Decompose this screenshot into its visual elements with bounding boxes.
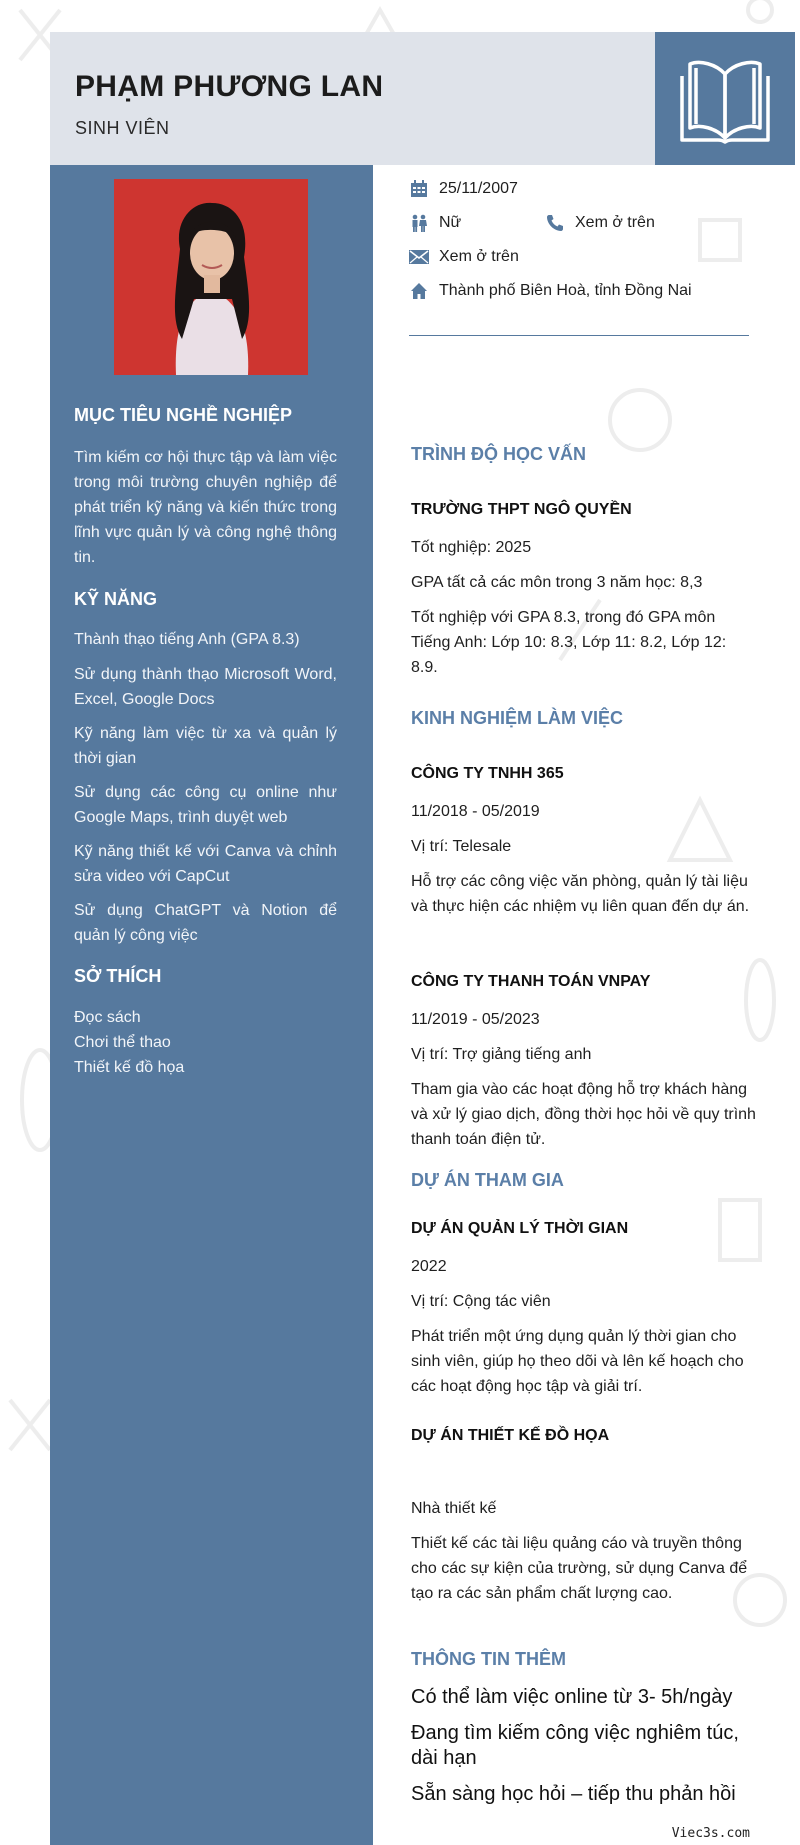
address-value: Thành phố Biên Hoà, tỉnh Đồng Nai	[439, 282, 692, 299]
gender-row	[409, 213, 461, 233]
gender-icon	[409, 213, 429, 233]
phone-value: Xem ở trên	[575, 214, 655, 231]
logo-box	[655, 32, 795, 165]
extra-item: Sẵn sàng học hỏi – tiếp thu phản hồi	[411, 1783, 736, 1805]
hobby-item: Thiết kế đồ họa	[74, 1059, 185, 1076]
project-description: Thiết kế các tài liệu quảng cáo và truyền thông cho các sự kiện của trường, sử dụng Canva để tạo ra các sản phẩm chất lượng cao.	[411, 1535, 748, 1602]
address-row	[409, 281, 692, 301]
hobbies-title: SỞ THÍCH	[74, 966, 162, 986]
profile-photo	[114, 179, 308, 375]
email-icon	[409, 247, 429, 267]
education-gpa: GPA tất cả các môn trong 3 năm học: 8,3	[411, 574, 703, 591]
email-value: Xem ở trên	[439, 248, 519, 265]
home-icon	[409, 281, 429, 301]
candidate-title: SINH VIÊN	[75, 118, 170, 138]
education-title: TRÌNH ĐỘ HỌC VẤN	[411, 444, 586, 464]
skill-item: Sử dụng các công cụ online như Google Maps, trình duyệt web	[74, 784, 337, 826]
hobby-item: Đọc sách	[74, 1009, 141, 1026]
email-row	[409, 247, 519, 267]
job-description: Hỗ trợ các công việc văn phòng, quản lý tài liệu và thực hiện các nhiệm vụ liên quan đến dự án.	[411, 873, 750, 915]
objective-text: Tìm kiếm cơ hội thực tập và làm việc trong môi trường chuyên nghiệp để phát triển kỹ năng và kiến thức trong lĩnh vực quản lý và công nghệ thông tin.	[74, 449, 337, 566]
dob-row	[409, 179, 518, 199]
job-position: Vị trí: Trợ giảng tiếng anh	[411, 1046, 592, 1063]
open-book-icon	[678, 54, 772, 144]
job-description: Tham gia vào các hoạt động hỗ trợ khách hàng và xử lý giao dịch, đồng thời học hỏi về quy trình thanh toán điện tử.	[411, 1081, 756, 1148]
right-column	[373, 165, 795, 1845]
skill-item: Sử dụng thành thạo Microsoft Word, Excel, Google Docs	[74, 666, 337, 708]
project-position: Vị trí: Cộng tác viên	[411, 1293, 551, 1310]
job-period: 11/2019 - 05/2023	[411, 1011, 540, 1028]
extra-item: Đang tìm kiếm công việc nghiêm túc, dài hạn	[411, 1722, 739, 1769]
skill-item: Kỹ năng thiết kế với Canva và chỉnh sửa video với CapCut	[74, 843, 337, 885]
job-company: CÔNG TY THANH TOÁN VNPAY	[411, 973, 651, 990]
extra-item: Có thể làm việc online từ 3- 5h/ngày	[411, 1686, 733, 1708]
education-detail: Tốt nghiệp với GPA 8.3, trong đó GPA môn Tiếng Anh: Lớp 10: 8.3, Lớp 11: 8.2, Lớp 12: 8.9.	[411, 609, 727, 676]
contact-divider	[409, 335, 749, 336]
education-graduation: Tốt nghiệp: 2025	[411, 539, 532, 556]
project-description: Phát triển một ứng dụng quản lý thời gian cho sinh viên, giúp họ theo dõi và lên kế hoạch cho các hoạt động học tập và giải trí.	[411, 1328, 744, 1395]
phone-row	[545, 213, 655, 233]
extra-title: THÔNG TIN THÊM	[411, 1649, 566, 1669]
skill-item: Kỹ năng làm việc từ xa và quản lý thời gian	[74, 725, 337, 767]
skills-title: KỸ NĂNG	[74, 589, 158, 609]
phone-icon	[545, 213, 565, 233]
gender-value: Nữ	[439, 214, 462, 231]
experience-title: KINH NGHIỆM LÀM VIỆC	[411, 708, 624, 728]
job-company: CÔNG TY TNHH 365	[411, 765, 564, 782]
calendar-icon	[409, 179, 429, 199]
project-role: Nhà thiết kế	[411, 1500, 497, 1517]
projects-title: DỰ ÁN THAM GIA	[411, 1170, 564, 1190]
job-position: Vị trí: Telesale	[411, 838, 512, 855]
resume-page	[50, 32, 795, 1845]
skill-item: Thành thạo tiếng Anh (GPA 8.3)	[74, 631, 300, 648]
resume-header	[50, 32, 795, 165]
dob-value: 25/11/2007	[439, 180, 518, 197]
watermark-text: Viec3s.com	[671, 1826, 750, 1841]
hobby-item: Chơi thể thao	[74, 1034, 171, 1051]
project-year: 2022	[411, 1258, 447, 1275]
project-name: DỰ ÁN THIẾT KẾ ĐỒ HỌA	[411, 1427, 610, 1444]
project-name: DỰ ÁN QUẢN LÝ THỜI GIAN	[411, 1220, 629, 1237]
objective-title: MỤC TIÊU NGHỀ NGHIỆP	[74, 405, 293, 425]
candidate-name: PHẠM PHƯƠNG LAN	[75, 70, 384, 103]
skill-item: Sử dụng ChatGPT và Notion để quản lý công việc	[74, 902, 337, 944]
school-name: TRƯỜNG THPT NGÔ QUYỀN	[411, 501, 632, 518]
job-period: 11/2018 - 05/2019	[411, 803, 540, 820]
left-column	[50, 165, 373, 1845]
